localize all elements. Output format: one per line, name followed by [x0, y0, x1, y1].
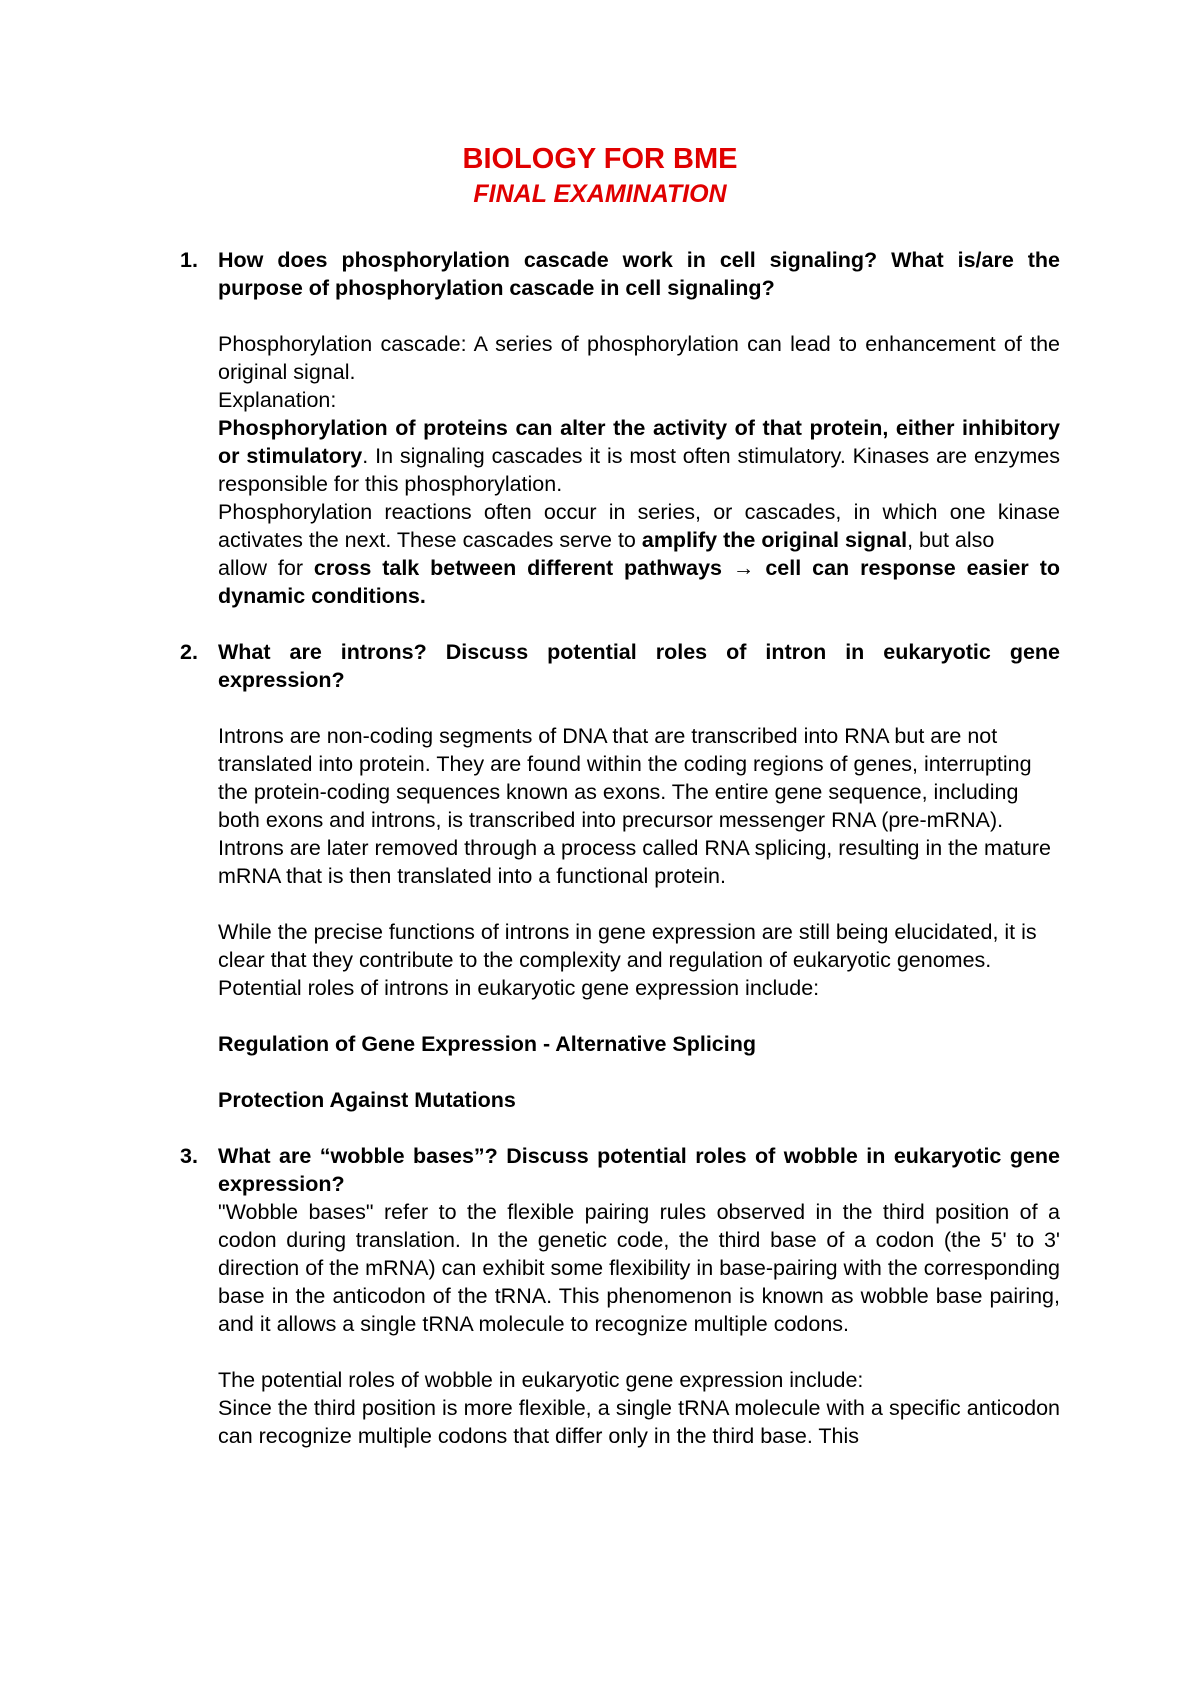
question-2-text: What are introns? Discuss potential roles of intron in eukaryotic gene expression? — [218, 640, 1060, 692]
q1-p2-bold: amplify the original signal — [641, 528, 908, 552]
question-1-number: 1. — [180, 248, 198, 272]
q1-p2-a: Phosphorylation reactions often occur in series, or cascades, in which one kinase activates the next. These cascades serve to — [218, 500, 1060, 552]
question-2-number: 2. — [180, 640, 198, 664]
doc-body — [180, 246, 1060, 1450]
q1-p1-bold: Phosphorylation of proteins can alter the activity of that protein, either inhibitory or stimulatory — [218, 416, 1060, 468]
q1-p3-bold: cross talk between different pathways → cell can response easier to dynamic conditions. — [218, 556, 1060, 608]
question-3 — [180, 1142, 1060, 1198]
q1-paragraph-1 — [218, 414, 1060, 498]
q3-roles-intro: The potential roles of wobble in eukaryotic gene expression include: — [218, 1368, 864, 1392]
question-3-text: What are “wobble bases”? Discuss potential roles of wobble in eukaryotic gene expression? — [218, 1144, 1060, 1196]
q2-role-1: Regulation of Gene Expression - Alternative Splicing — [218, 1032, 756, 1056]
q2-paragraph-2: While the precise functions of introns in gene expression are still being elucidated, it is clear that they contribute to the complexity and regulation of eukaryotic genomes. Potential roles of introns in eukaryotic gene expression include: — [218, 920, 1037, 1000]
q1-definition: Phosphorylation cascade: A series of phosphorylation can lead to enhancement of the original signal. — [218, 332, 1060, 384]
q3-paragraph-1: "Wobble bases" refer to the flexible pairing rules observed in the third position of a codon during translation. In the genetic code, the third base of a codon (the 5' to 3' direction of the mRNA) can exhibit some flexibility in base-pairing with the corresponding base in the anticodon of the tRNA. This phenomenon is known as wobble base pairing, and it allows a single tRNA molecule to recognize multiple codons. — [218, 1200, 1060, 1336]
q1-paragraph-2 — [218, 498, 1060, 554]
q1-p1-rest: . In signaling cascades it is most often stimulatory. Kinases are enzymes responsible for this phosphorylation. — [218, 444, 1060, 496]
question-1-text: How does phosphorylation cascade work in cell signaling? What is/are the purpose of phosphorylation cascade in cell signaling? — [218, 248, 1060, 300]
q1-paragraph-3 — [218, 554, 1060, 610]
q2-role-2: Protection Against Mutations — [218, 1088, 516, 1112]
doc-title: BIOLOGY FOR BME — [462, 143, 738, 175]
question-1 — [180, 246, 1060, 302]
q1-explanation-label: Explanation: — [218, 388, 337, 412]
q3-paragraph-2: Since the third position is more flexible, a single tRNA molecule with a specific anticodon can recognize multiple codons that differ only in the third base. This — [218, 1396, 1060, 1448]
q2-paragraph-1: Introns are non-coding segments of DNA that are transcribed into RNA but are not translated into protein. They are found within the coding regions of genes, interrupting the protein-coding sequences known as exons. The entire gene sequence, including both exons and introns, is transcribed into precursor messenger RNA (pre-mRNA). Introns are later removed through a process called RNA splicing, resulting in the mature mRNA that is then translated into a functional protein. — [218, 724, 1051, 888]
question-2 — [180, 638, 1060, 694]
q1-p2-b: , but also — [907, 528, 995, 552]
doc-subtitle: FINAL EXAMINATION — [473, 180, 727, 208]
q1-p3-a: allow for — [218, 556, 314, 580]
question-3-number: 3. — [180, 1144, 198, 1168]
